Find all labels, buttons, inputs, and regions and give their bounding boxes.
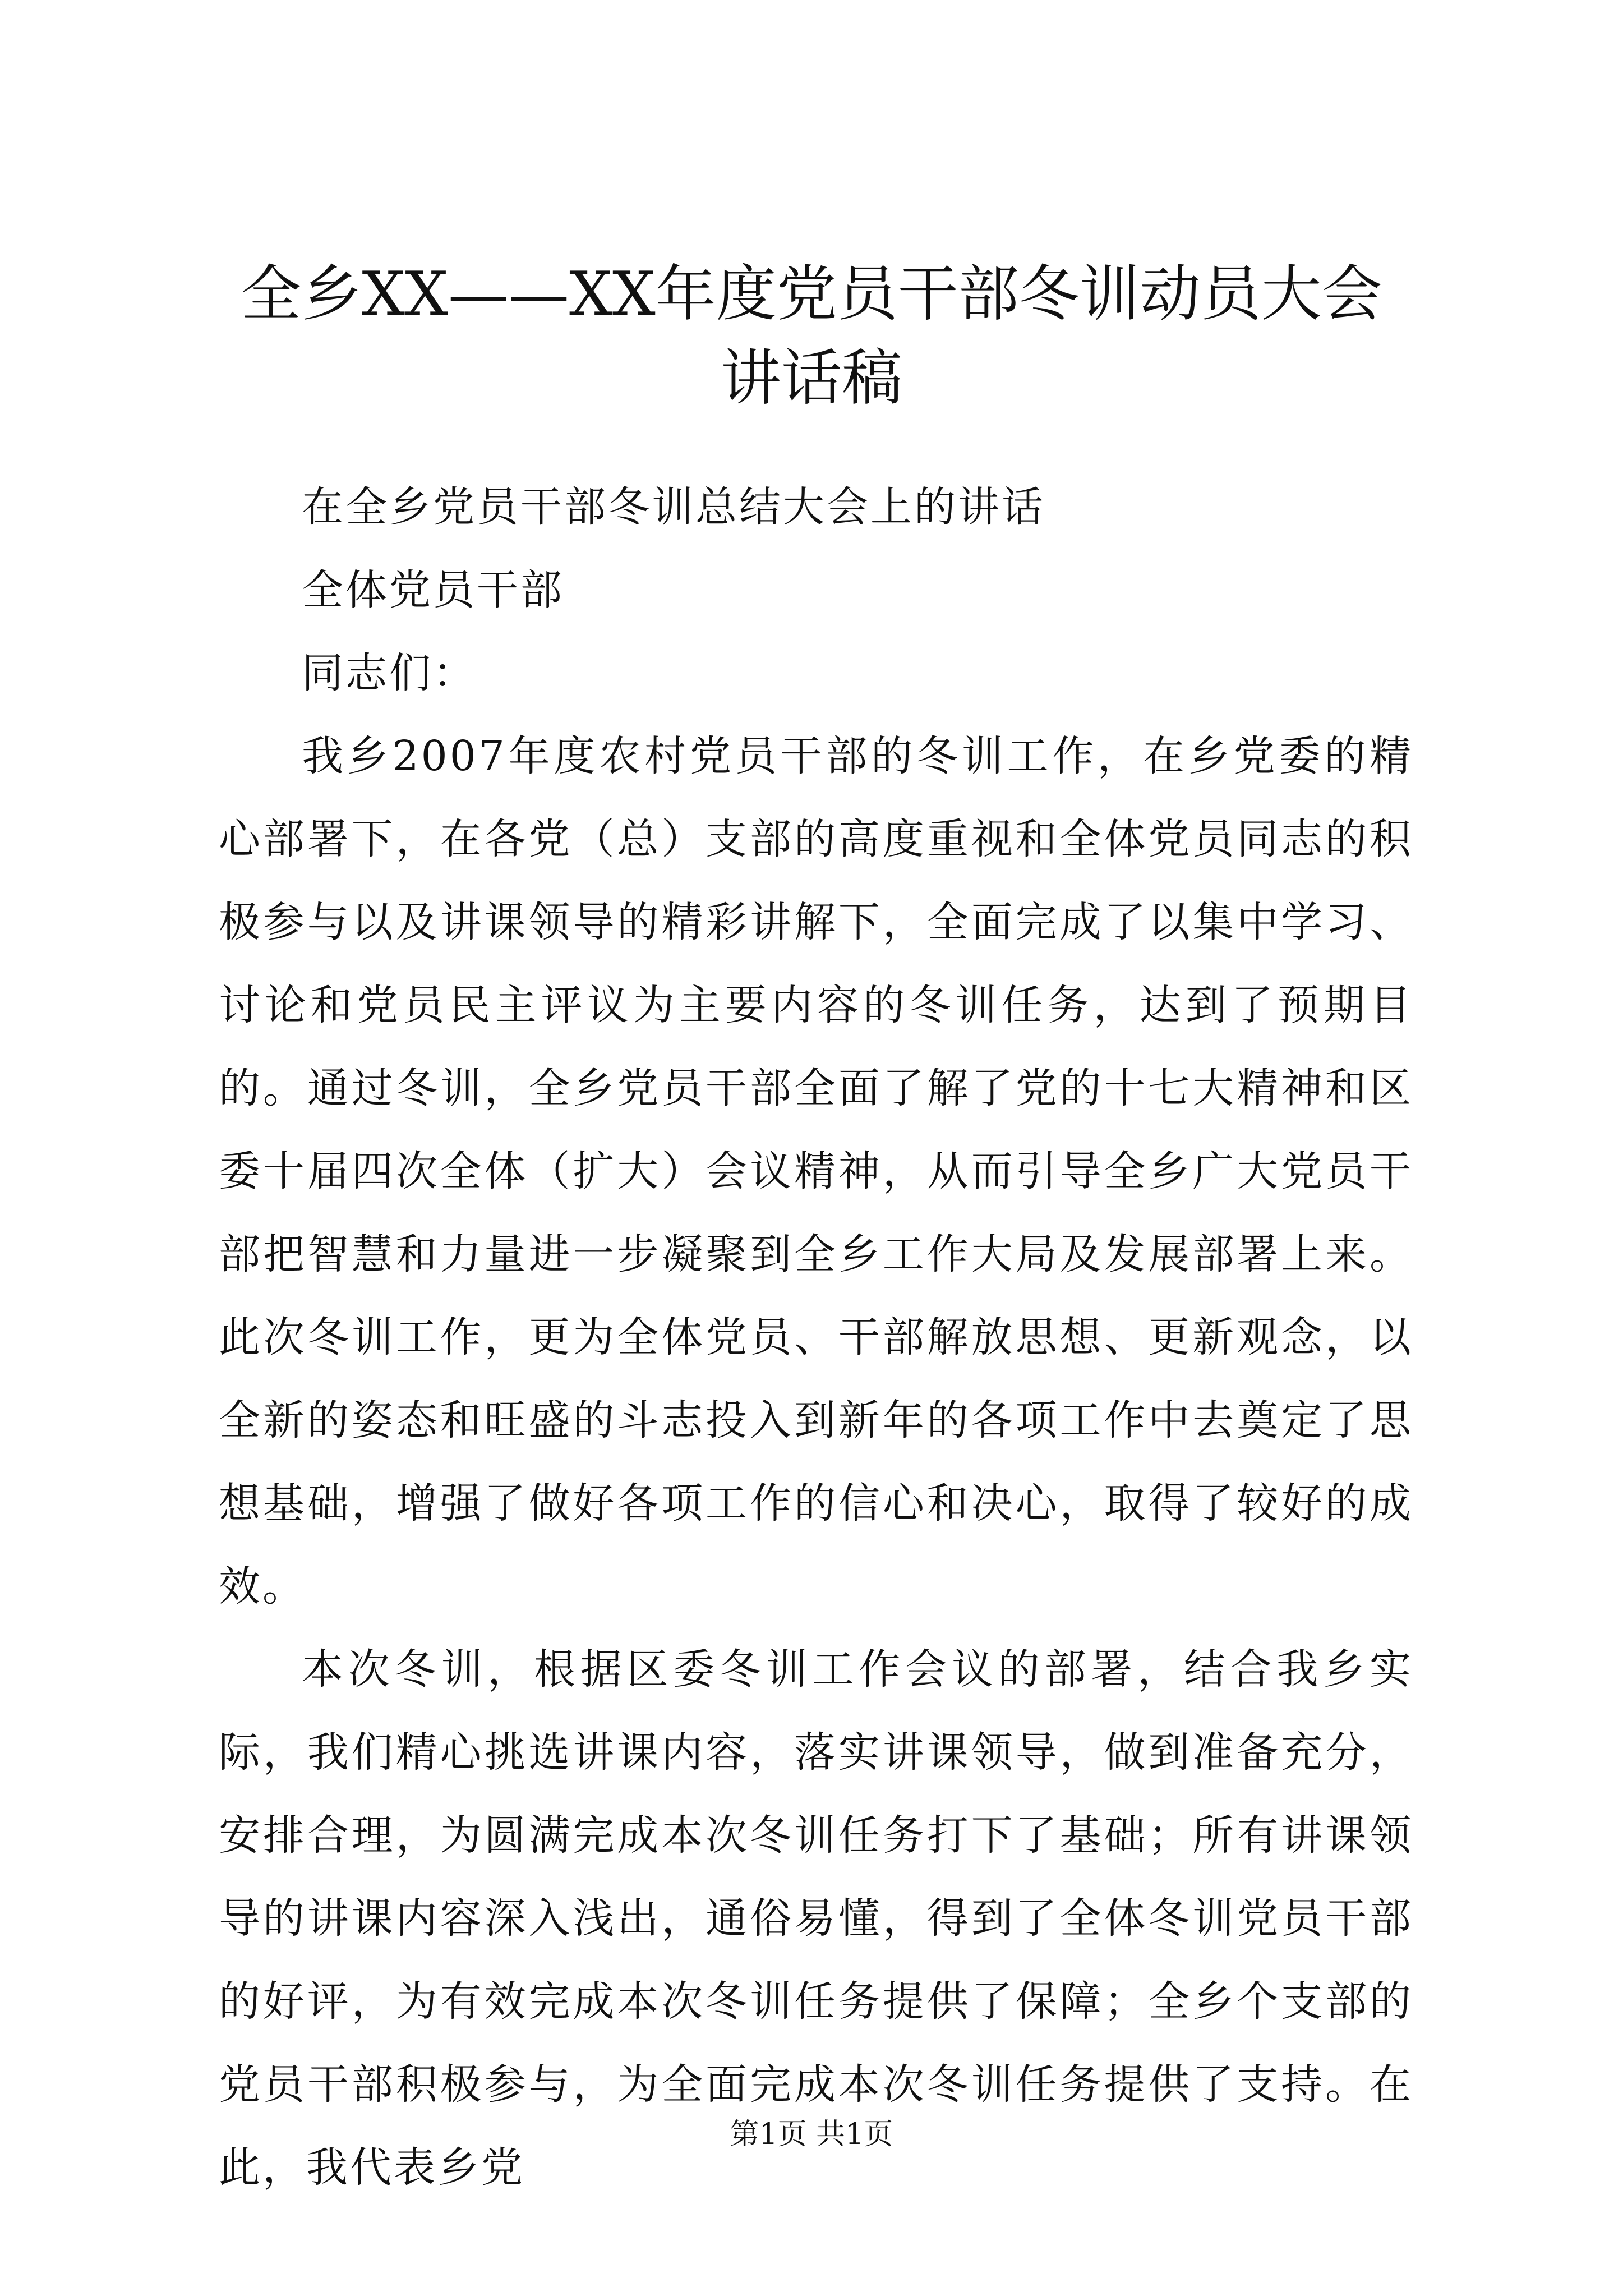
paragraph-subtitle: 在全乡党员干部冬训总结大会上的讲话 (302, 483, 1045, 531)
paragraph-greeting: 同志们： (302, 649, 477, 697)
paragraph-body-2: 本次冬训，根据区委冬训工作会议的部署，结合我乡实际，我们精心挑选讲课内容，落实讲课领导，做到准备充分，安排合理，为圆满完成本次冬训任务打下了基础；所有讲课领导的讲课内容深入浅出，通俗易懂，得到了全体冬训党员干部的好评，为有效完成本次冬训任务提供了保障；全乡个支部的党员干部积极参与，为全面完成本次冬训任务提供了支持。在此，我代表乡党 (219, 1645, 1413, 2192)
paragraph-body-1: 我乡2007年度农村党员干部的冬训工作，在乡党委的精心部署下，在各党（总）支部的高度重视和全体党员同志的积极参与以及讲课领导的精彩讲解下，全面完成了以集中学习、讨论和党员民主评议为主要内容的冬训任务，达到了预期目的。通过冬训，全乡党员干部全面了解了党的十七大精神和区委十届四次全体（扩大）会议精神，从而引导全乡广大党员干部把智慧和力量进一步凝聚到全乡工作大局及发展部署上来。此次冬训工作，更为全体党员、干部解放思想、更新观念，以全新的姿态和旺盛的斗志投入到新年的各项工作中去奠定了思想基础，增强了做好各项工作的信心和决心，取得了较好的成效。 (219, 732, 1413, 1611)
document-title: 全乡XX——XX年度党员干部冬训动员大会讲话稿 (241, 259, 1382, 413)
document-body (219, 466, 1413, 2209)
page-footer: 第1页 共1页 (730, 2118, 893, 2151)
paragraph-audience: 全体党员干部 (302, 566, 564, 614)
